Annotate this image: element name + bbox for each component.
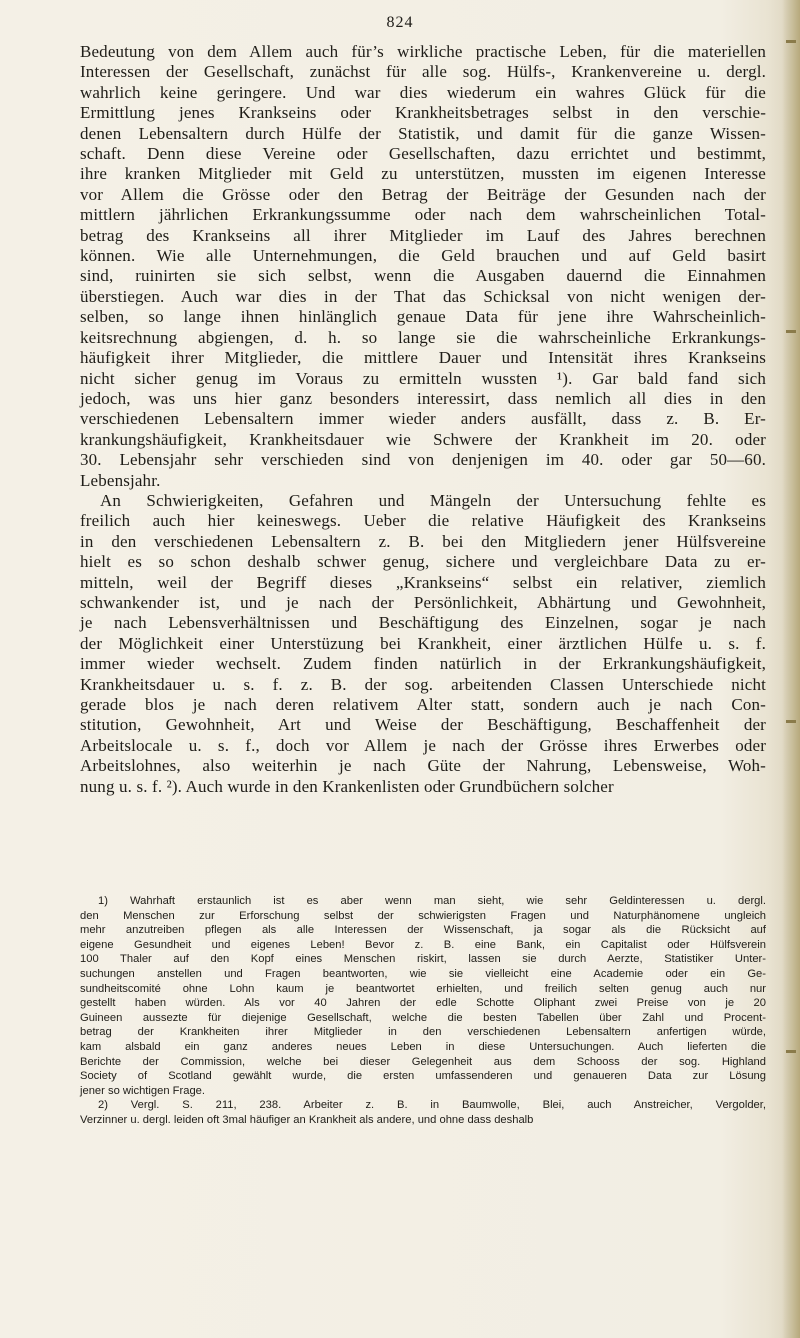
footnote-line: Verzinner u. dergl. leiden oft 3mal häufiger an Krankheit als andere, und ohne dass deshalb [80,1113,534,1126]
footnote-line: 100 Thaler auf den Kopf eines Menschen riskirt, lassen sie durch Aerzte, Statistiker Unter- [80,953,766,966]
text-line: Ermittlung jenes Krankseins oder Krankheitsbetrages selbst in den verschie- [80,103,766,123]
text-line: stitution, Gewohnheit, Art und Weise der Beschäftigung, Beschaffenheit der [80,715,766,735]
text-line: können. Wie alle Unternehmungen, die Geld brauchen und auf Geld basirt [80,246,766,266]
text-line: der Möglichkeit einer Unterstüzung bei Krankheit, einer ärztlichen Hülfe u. s. f. [80,633,766,653]
text-line: denen Lebensaltern durch Hülfe der Statistik, und damit für die ganze Wissen- [80,123,766,143]
edge-mark [786,1050,796,1053]
text-line: freilich auch hier keineswegs. Ueber die relative Häufigkeit des Krankseins [80,511,766,531]
text-line: immer wieder wechselt. Zudem finden natürlich in der Erkrankungshäufigkeit, [80,654,766,674]
edge-mark [786,40,796,43]
text-line: Interessen der Gesellschaft, zunächst für alle sog. Hülfs-, Krankenvereine u. dergl. [80,62,766,82]
footnotes [80,894,766,1128]
text-line: in den verschiedenen Lebensaltern z. B. bei den Mitgliedern jener Hülfsvereine [80,531,766,551]
text-line: keitsrechnung abgiengen, d. h. so lange sie die wahrscheinliche Erkrankungs- [80,327,766,347]
text-line: schwankender ist, und je nach der Persönlichkeit, Abhärtung und Gewohnheit, [80,592,766,612]
text-line: überstiegen. Auch war dies in der That das Schicksal von nicht wenigen der- [80,286,766,306]
text-line: häufigkeit ihrer Mitglieder, die mittlere Dauer und Intensität ihres Krankseins [80,348,766,368]
text-line: Bedeutung von dem Allem auch für’s wirkliche practische Leben, für die materiellen [80,42,766,61]
text-line: je nach Lebensverhältnissen und Beschäftigung des Einzelnen, sogar je nach [80,613,766,633]
text-line: An Schwierigkeiten, Gefahren und Mängeln der Untersuchung fehlte es [100,490,766,510]
text-line: selben, so lange ihnen hinlänglich genaue Data für jene ihre Wahrscheinlich- [80,307,766,327]
footnote-line: kam alsbald ein ganz anderes neues Leben in diese Untersuchungen. Auch lieferten die [80,1040,766,1053]
footnote-line: 1) Wahrhaft erstaunlich ist es aber wenn man sieht, wie sehr Geldinteressen u. dergl. [98,895,766,907]
text-line: wahrlich keine geringere. Und war dies wiederum ein wahres Glück für die [80,82,766,102]
body-text [80,42,766,797]
page-edge [782,0,800,1338]
footnote-line: den Menschen zur Erforschung selbst der schwierigsten Fragen und Naturphänomene ungleich [80,909,766,922]
footnote-line: jener so wichtigen Frage. [80,1084,205,1097]
text-line: ihre kranken Mitglieder mit Geld zu unterstützen, mussten im eigenen Interesse [80,164,766,184]
text-line: krankungshäufigkeit, Krankheitsdauer wie Schwere der Krankheit im 20. oder [80,429,766,449]
text-line: hielt es so schon deshalb schwer genug, sichere und vergleichbare Data zu er- [80,552,766,572]
footnote-line: Society of Scotland gewählt wurde, die ersten umfassenderen und genaueren Data zur Lösung [80,1070,766,1083]
edge-mark [786,330,796,333]
text-line: Lebensjahr. [80,470,161,490]
footnote-line: eigene Gesundheit und eigenes Leben! Bevor z. B. eine Bank, ein Capitalist oder Hülfsverein [80,938,766,951]
footnote-line: Guineen aussezte für diejenige Gesellschaft, welche die besten Tabellen über Zahl und Procent- [80,1011,766,1024]
edge-mark [786,720,796,723]
text-line: jedoch, was uns hier ganz besonders interessirt, dass nemlich all dies in den [80,388,766,408]
footnote-line: suchungen anstellen und Fragen beantworten, wie sie vielleicht eine Academie oder ein Ge- [80,967,766,980]
text-line: betrag des Krankseins all ihrer Mitglieder im Lauf des Jahres berechnen [80,225,766,245]
text-line: Krankheitsdauer u. s. f. z. B. der sog. arbeitenden Classen Unterschiede nicht [80,674,766,694]
text-line: Arbeitslocale u. s. f., doch vor Allem je nach der Grösse ihres Erwerbes oder [80,735,766,755]
text-line: mitteln, weil der Begriff dieses „Krankseins“ selbst ein relativer, ziemlich [80,572,766,592]
text-line: gerade blos je nach deren relativem Alter statt, sondern auch je nach Con- [80,695,766,714]
text-line: mittlern jährlichen Erkrankungssumme oder nach dem wahrscheinlichen Total- [80,205,766,225]
footnote-line: 2) Vergl. S. 211, 238. Arbeiter z. B. in Baumwolle, Blei, auch Anstreicher, Vergolder, [98,1099,766,1112]
text-line: nicht sicher genug im Voraus zu ermitteln wussten ¹). Gar bald fand sich [80,368,766,388]
text-line: schaft. Denn diese Vereine oder Gesellschaften, dazu errichtet und bestimmt, [80,144,766,164]
footnote-line: sundheitscomité ohne Lohn kaum je beantwortet erhielten, und freilich selten genug auch nur [80,982,766,995]
footnote-line: betrag der Krankheiten ihrer Mitglieder in den verschiedenen Lebensaltern anfertigen würde, [80,1026,766,1039]
page-number: 824 [386,14,414,31]
footnote-line: mehr anzutreiben pflegen als alle Interessen der Wissenschaft, ja sogar als die Rücksicht auf [80,924,766,937]
text-line: nung u. s. f. ²). Auch wurde in den Krankenlisten oder Grundbüchern solcher [80,776,614,796]
text-line: Arbeitslohnes, also weiterhin je nach Güte der Nahrung, Lebensweise, Woh- [80,756,766,776]
text-line: sind, ruinirten sie sich selbst, wenn die Ausgaben dauernd die Einnahmen [80,266,766,286]
text-line: vor Allem die Grösse oder den Betrag der Beiträge der Gesunden nach der [80,184,766,204]
text-line: verschiedenen Lebensaltern immer wieder anders ausfällt, dass z. B. Er- [80,409,766,429]
footnote-line: gestellt haben würden. Als vor 40 Jahren der edle Schotte Oliphant zwei Preise von je 20 [80,997,766,1010]
text-line: 30. Lebensjahr sehr verschieden sind von denjenigen im 40. oder gar 50—60. [80,450,766,470]
footnote-line: Berichte der Commission, welche bei dieser Gelegenheit aus dem Schooss der sog. Highland [80,1055,766,1068]
